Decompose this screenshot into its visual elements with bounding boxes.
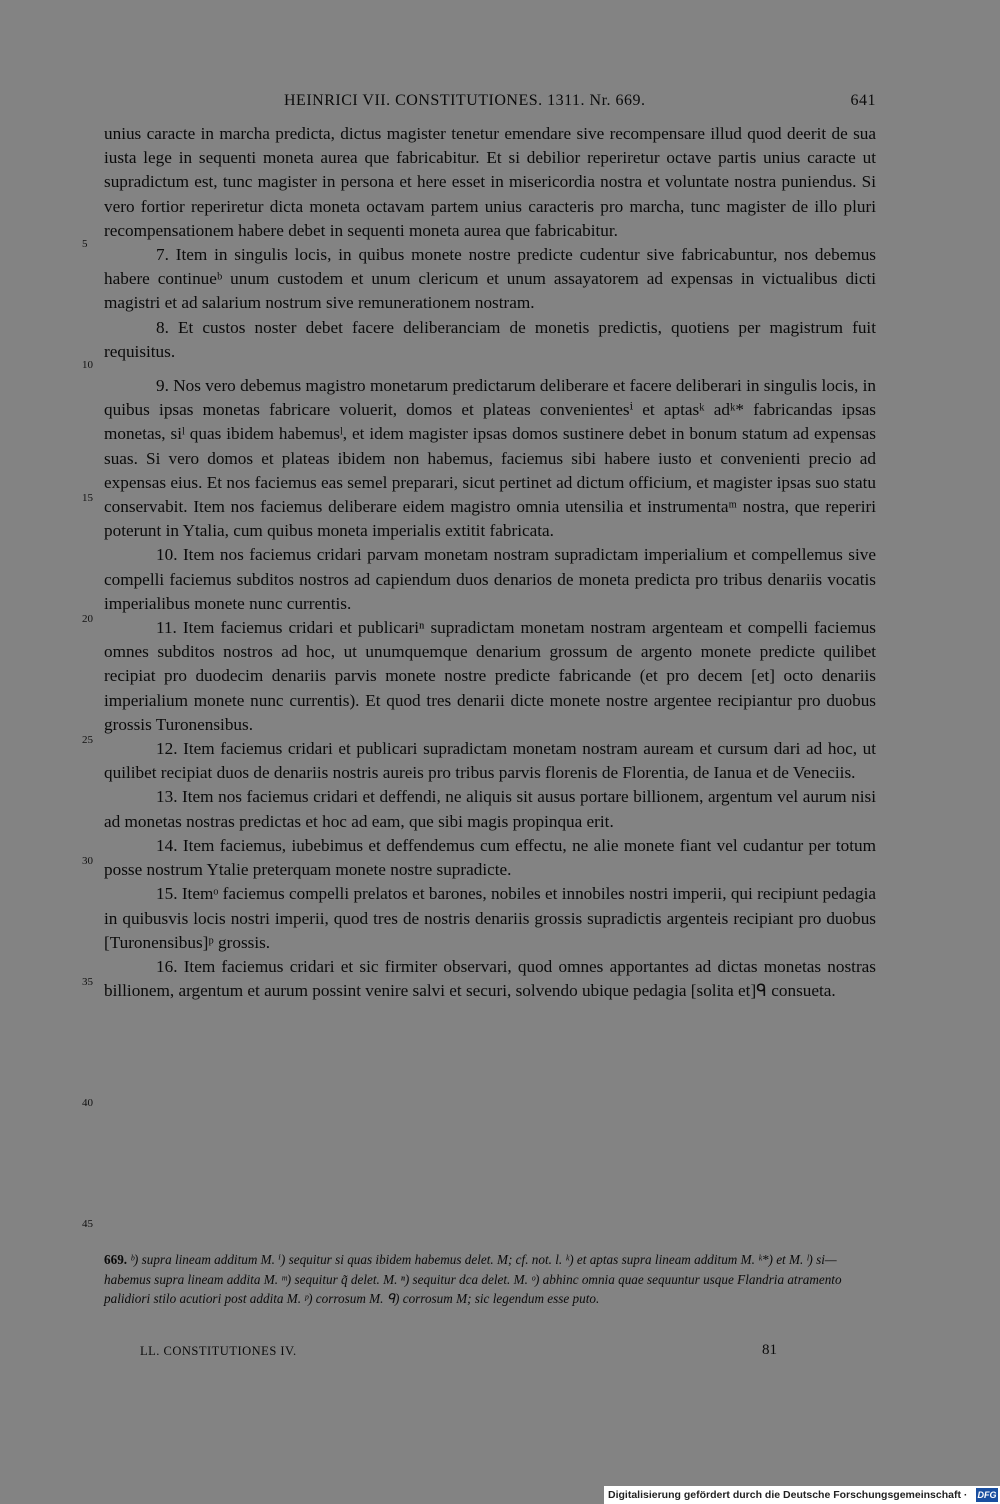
- paragraph: 9. Nos vero debemus magistro monetarum predictarum deliberare et facere deliberari in singulis locis, in quibus ipsas monetas fabricare voluerit, domos et plateas convenientesⁱ et aptasᵏ adᵏ* fabricandas ipsas monetas, siˡ quas ibidem habemusˡ, et idem magister ipsas domos sustinere debet in bonum statum ad expensas suas. Si vero domos et plateas ibidem non habemus, faciemus sibi habere iusto et convenienti precio ad expensas eius. Et nos faciemus eas semel preparari, sicut pertinet ad dictum officium, et magister ipsas suo statu conservabit. Item nos faciemus deliberare eidem magistro omnia utensilia et instrumentaᵐ nostra, que reperiri poterunt in Ytalia, cum quibus moneta imperialis extitit fabricata.: [104, 376, 876, 541]
- line-number: 45: [82, 1218, 93, 1230]
- main-text: [104, 122, 876, 1003]
- paragraph: 8. Et custos noster debet facere deliberanciam de monetis predictis, quotiens per magistrum fuit requisitus.: [104, 317, 876, 361]
- running-title: HEINRICI VII. CONSTITUTIONES. 1311. Nr. 669.: [284, 92, 646, 109]
- line-number: 5: [82, 238, 88, 250]
- footnotes: [104, 1250, 876, 1309]
- paragraph: 16. Item faciemus cridari et sic firmiter observari, quod omnes apportantes ad dictas monetas nostras billionem, argentum et aurum possint venire salvi et securi, solvendo ubique pedagia [solita et]ᑫ consueta.: [104, 956, 876, 1001]
- paragraph: 12. Item faciemus cridari et publicari supradictam monetam nostram auream et cursum dari ad hoc, ut quilibet recipiat duos de denariis nostris aureis pro tribus parvis florenis de Florentia, de Ianua et de Veneciis.: [104, 739, 876, 783]
- sheet-number: 81: [762, 1342, 777, 1358]
- line-number: 30: [82, 855, 93, 867]
- paragraph: 13. Item nos faciemus cridari et deffendi, ne aliquis sit ausus portare billionem, argentum vel aurum nisi ad monetas nostras predictas et hoc ad eam, que sibi magis propinqua erit.: [104, 787, 876, 831]
- dfg-logo-icon: DFG: [977, 1490, 997, 1500]
- line-number: 35: [82, 976, 93, 988]
- paragraph: 15. Itemᵒ faciemus compelli prelatos et barones, nobiles et innobiles nostri imperii, qui recipiunt pedagia in quibusvis locis nostri imperii, quod tres de nostris denariis grossis supradictis argenteis recipiant pro duobus [Turonensibus]ᵖ grossis.: [104, 884, 876, 952]
- line-number: 40: [82, 1097, 93, 1109]
- footnote-lead: 669.: [104, 1252, 128, 1267]
- digitization-credit-bar: [604, 1486, 1000, 1504]
- line-number: 25: [82, 734, 93, 746]
- page-number: 641: [850, 92, 876, 109]
- running-header: [104, 92, 876, 118]
- credit-text: Digitalisierung gefördert durch die Deutsche Forschungsgemeinschaft ·: [608, 1489, 968, 1501]
- paragraph: 11. Item faciemus cridari et publicariⁿ supradictam monetam nostram argenteam et compelli faciemus omnes subditos nostros ad hoc, ut unumquemque denarium grossum de argento monete predicte quilibet recipiat pro duodecim denariis parvis monete nostre predicte fabricande (et pro decem [et] octo denariis imperialium monete nunc currentis). Et quod tres denarii dicte monete nostre argentee recipiantur pro duobus grossis Turonensibus.: [104, 618, 876, 734]
- series-title: LL. CONSTITUTIONES IV.: [140, 1344, 297, 1358]
- paragraph: unius caracte in marcha predicta, dictus magister tenetur emendare sive recompensare illud quod deerit de sua iusta lege in sequenti moneta aurea que fabricabitur. Et si debilior reperiretur octave partis unius caracte ut supradictum est, tunc magister in persona et here esset in misericordia nostra et voluntate nostra puniendus. Si vero fortior reperiretur dicta moneta octavam partem unius caracteris pro marcha, tunc magister de illo pluri recompensationem habere debet in sequenti moneta aurea que fabricabitur.: [104, 124, 876, 240]
- paragraph: 7. Item in singulis locis, in quibus monete nostre predicte cudentur sive fabricabuntur, nos debemus habere continueᵇ unum custodem et unum clericum et unum assayatorem ad expensas in victualibus dicti magistri et ad salarium nostrum sive remunerationem nostram.: [104, 245, 876, 313]
- paragraph: 10. Item nos faciemus cridari parvam monetam nostram supradictam imperialium et compellemus sive compelli faciemus subditos nostros ad capiendum duos denarios de moneta predicta pro tribus denariis vocatis imperialibus monete nunc currentis.: [104, 545, 876, 613]
- paragraph: 14. Item faciemus, iubebimus et deffendemus cum effectu, ne alie monete fiant vel cudantur per totum posse nostrum Ytalie preterquam monete nostre supradicte.: [104, 835, 876, 880]
- page-footer: [140, 1344, 800, 1366]
- line-number: 10: [82, 359, 93, 371]
- line-number: 15: [82, 492, 93, 504]
- footnote-text: ᵇ) supra lineam additum M. ⁱ) sequitur si quas ibidem habemus delet. M; cf. not. l. ᵏ) et aptas supra lineam additum M. ᵏ*) et M. ˡ) si—habemus supra lineam addita M. ᵐ) sequitur q̃ delet. M. ⁿ) sequitur dca delet. M. ᵒ) abhinc omnia quae sequuntur usque Flandria atramento palidiori stilo acutiori post addita M. ᵖ) corrosum M. ᑫ) corrosum M; sic legendum esse puto.: [104, 1252, 842, 1306]
- line-number: 20: [82, 613, 93, 625]
